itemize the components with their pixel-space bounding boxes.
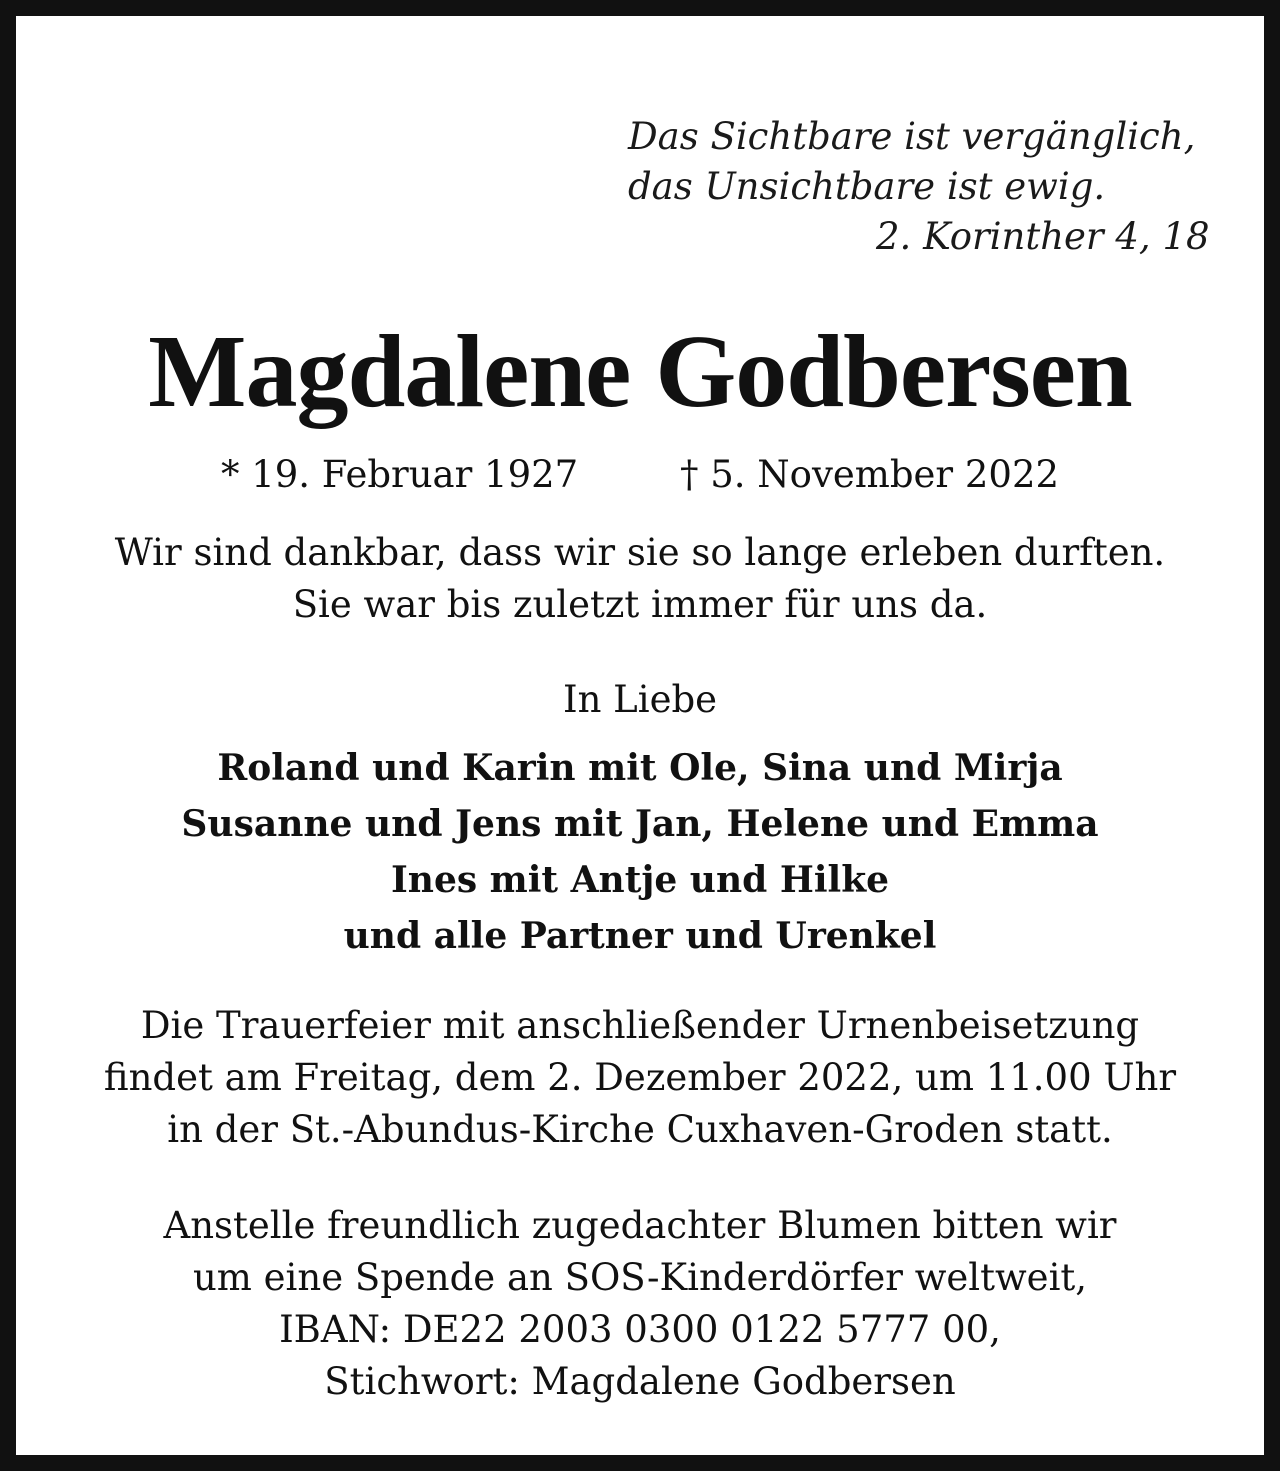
gratitude-text bbox=[32, 527, 1248, 631]
family-line: Susanne und Jens mit Jan, Helene und Emma bbox=[181, 803, 1099, 845]
family-line: und alle Partner und Urenkel bbox=[343, 915, 937, 957]
death-date: † 5. November 2022 bbox=[679, 453, 1060, 496]
funeral-line: in der St.-Abundus-Kirche Cuxhaven-Groden statt. bbox=[167, 1108, 1113, 1151]
family-names bbox=[32, 740, 1248, 964]
funeral-info bbox=[32, 1000, 1248, 1156]
donation-line: Anstelle freundlich zugedachter Blumen bitten wir bbox=[163, 1204, 1117, 1247]
deceased-name: Magdalene Godbersen bbox=[148, 314, 1132, 429]
family-line: Roland und Karin mit Ole, Sina und Mirja bbox=[217, 747, 1063, 789]
donation-info bbox=[32, 1200, 1248, 1408]
funeral-line: findet am Freitag, dem 2. Dezember 2022, um 11.00 Uhr bbox=[103, 1056, 1177, 1099]
life-dates bbox=[32, 450, 1248, 500]
gratitude-line: Wir sind dankbar, dass wir sie so lange erleben durften. bbox=[114, 531, 1166, 574]
verse-line-1: Das Sichtbare ist vergänglich, bbox=[628, 115, 1196, 158]
donation-line: IBAN: DE22 2003 0300 0122 5777 00, bbox=[279, 1308, 1001, 1351]
donation-line: um eine Spende an SOS-Kinderdörfer weltweit, bbox=[192, 1256, 1088, 1299]
gratitude-line: Sie war bis zuletzt immer für uns da. bbox=[292, 583, 988, 626]
donation-line: Stichwort: Magdalene Godbersen bbox=[324, 1360, 956, 1403]
funeral-line: Die Trauerfeier mit anschließender Urnenbeisetzung bbox=[140, 1004, 1140, 1047]
verse-reference: 2. Korinther 4, 18 bbox=[876, 215, 1210, 258]
birth-date: * 19. Februar 1927 bbox=[220, 453, 579, 496]
bible-verse bbox=[628, 112, 1228, 262]
obituary-content bbox=[32, 32, 1248, 1439]
family-line: Ines mit Antje und Hilke bbox=[390, 859, 890, 901]
verse-line-2: das Unsichtbare ist ewig. bbox=[628, 165, 1106, 208]
in-love-label bbox=[32, 674, 1248, 726]
in-love-text: In Liebe bbox=[562, 678, 718, 721]
